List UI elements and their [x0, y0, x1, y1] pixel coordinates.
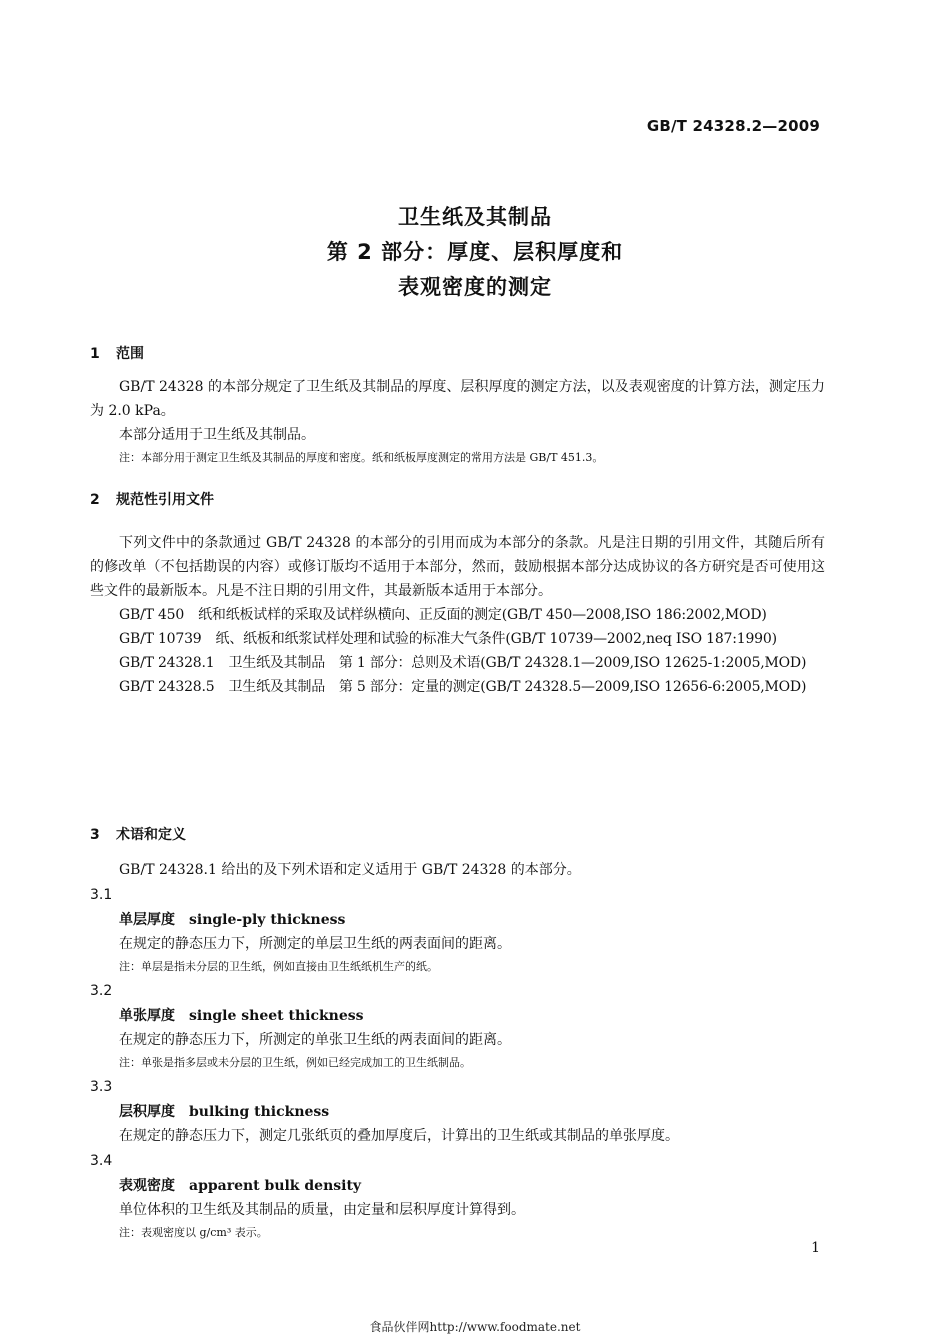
paragraph: GB/T 24328 的本部分规定了卫生纸及其制品的厚度、层积厚度的测定方法，以及表观密度的计算方法，测定压力为 2.0 kPa。: [90, 379, 825, 419]
paragraph: 下列文件中的条款通过 GB/T 24328 的本部分的引用而成为本部分的条款。凡是注日期的引用文件，其随后所有的修改单（不包括勘误的内容）或修订版均不适用于本部分，然而，鼓励根据本部分达成协议的各方研究是否可使用这些文件的最新版本。凡是不注日期的引用文件，其最新版本适用于本部分。: [90, 535, 825, 599]
term-zh: 单层厚度: [119, 912, 175, 928]
term-number: 3.3: [90, 1079, 113, 1095]
reference-text: 卫生纸及其制品 第 1 部分：总则及术语(GB/T 24328.1—2009,ISO 12625-1:2005,MOD): [228, 655, 807, 671]
term-title: [90, 1004, 825, 1028]
term-definition: 在规定的静态压力下，测定几张纸页的叠加厚度后，计算出的卫生纸或其制品的单张厚度。: [119, 1128, 679, 1144]
paragraph: 本部分适用于卫生纸及其制品。: [119, 427, 315, 443]
section-heading: [90, 341, 825, 367]
note: 注：单张是指多层或未分层的卫生纸，例如已经完成加工的卫生纸制品。: [119, 1056, 471, 1069]
note: 注：表观密度以 g/cm³ 表示。: [119, 1226, 268, 1239]
reference-text: 卫生纸及其制品 第 5 部分：定量的测定(GB/T 24328.5—2009,ISO 12656-6:2005,MOD): [228, 679, 807, 695]
section-normative-references: [90, 487, 825, 699]
term-en: apparent bulk density: [189, 1178, 362, 1194]
reference-code: GB/T 24328.5: [119, 679, 215, 695]
term-title: [90, 1100, 825, 1124]
term-zh: 层积厚度: [119, 1104, 175, 1120]
reference-text: 纸、纸板和纸浆试样处理和试验的标准大气条件(GB/T 10739—2002,neq ISO 187:1990): [215, 631, 777, 647]
footer-watermark: 食品伙伴网http://www.foodmate.net: [369, 1320, 581, 1334]
section-number: 1: [90, 346, 100, 362]
term-title: [90, 908, 825, 932]
term-number: 3.1: [90, 887, 113, 903]
term-en: single-ply thickness: [189, 912, 346, 928]
section-number: 3: [90, 827, 100, 843]
section-scope: [90, 341, 825, 469]
term-number: 3.2: [90, 983, 113, 999]
std-code: GB/T 24328.2—2009: [646, 117, 820, 135]
section-title: 规范性引用文件: [116, 492, 214, 508]
section-heading: [90, 487, 825, 513]
term-definition: 在规定的静态压力下，所测定的单层卫生纸的两表面间的距离。: [119, 936, 511, 952]
title-line-2: 第 2 部分：厚度、层积厚度和: [326, 240, 624, 264]
section-title: 术语和定义: [116, 827, 186, 843]
term-number: 3.4: [90, 1153, 113, 1169]
term-title: [90, 1174, 825, 1198]
note: 注：本部分用于测定卫生纸及其制品的厚度和密度。纸和纸板厚度测定的常用方法是 GB/T 451.3。: [119, 451, 604, 464]
term-en: bulking thickness: [189, 1104, 330, 1120]
reference-item: [90, 603, 825, 627]
reference-item: [90, 651, 825, 675]
section-number: 2: [90, 492, 100, 508]
term-definition: 单位体积的卫生纸及其制品的质量，由定量和层积厚度计算得到。: [119, 1202, 525, 1218]
section-terms-definitions: [90, 822, 825, 1244]
paragraph: GB/T 24328.1 给出的及下列术语和定义适用于 GB/T 24328 的本部分。: [119, 862, 581, 878]
note: 注：单层是指未分层的卫生纸，例如直接由卫生纸纸机生产的纸。: [119, 960, 438, 973]
reference-code: GB/T 10739: [119, 631, 202, 647]
term-definition: 在规定的静态压力下，所测定的单张卫生纸的两表面间的距离。: [119, 1032, 511, 1048]
title-line-1: 卫生纸及其制品: [398, 205, 552, 229]
term-en: single sheet thickness: [189, 1008, 364, 1024]
reference-item: [90, 675, 825, 699]
document-title: [0, 200, 950, 305]
reference-item: [90, 627, 825, 651]
term-zh: 表观密度: [119, 1178, 175, 1194]
reference-text: 纸和纸板试样的采取及试样纵横向、正反面的测定(GB/T 450—2008,ISO 186:2002,MOD): [198, 607, 767, 623]
reference-code: GB/T 450: [119, 607, 185, 623]
reference-code: GB/T 24328.1: [119, 655, 215, 671]
title-line-3: 表观密度的测定: [398, 275, 552, 299]
section-title: 范围: [116, 346, 144, 362]
page-number: 1: [811, 1240, 820, 1256]
term-zh: 单张厚度: [119, 1008, 175, 1024]
section-heading: [90, 822, 825, 848]
